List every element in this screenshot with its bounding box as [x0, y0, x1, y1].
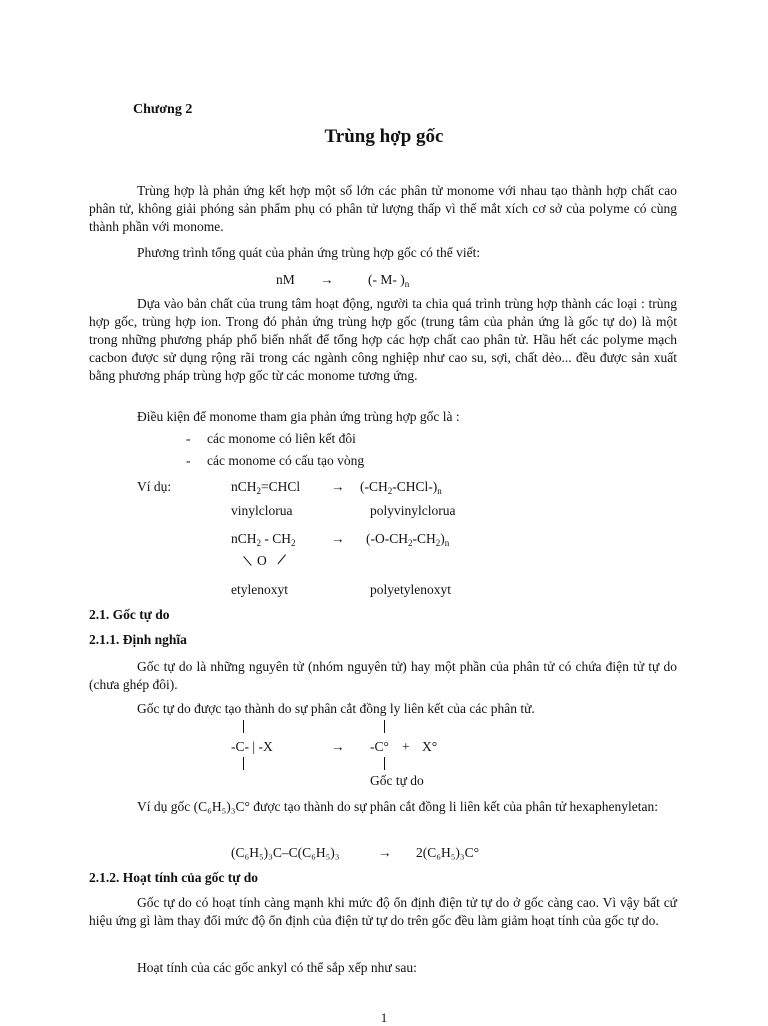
equation-right: (- M- )$_n$: [368, 272, 410, 289]
condition-item-2: các monome có cấu tạo vòng: [207, 453, 365, 468]
bond-line-top-right: [384, 720, 385, 733]
classification-paragraph: Dựa vào bản chất của trung tâm hoạt động, người ta chia quá trình trùng hợp thành các loại : trùng hợp gốc, trùng hợp ion. Trong đó phản ứng trùng hợp gốc (trung tâm của phản ứng là gốc tự do) là một trong những phương pháp phổ biến nhất để tổng hợp các hợp chất cao phân tử. Hầu hết các polyme mạch cacbon được sử dụng rộng rãi trong các ngành công nghiệp như cao su, sợi, chất dẻo... đều được sản xuất bằng phương pháp trùng hợp gốc từ các monome tương ứng.: [89, 296, 677, 383]
example1-product-name: polyvinylclorua: [370, 503, 456, 518]
homolysis-radical-x: X°: [422, 739, 438, 754]
example2-product-name: polyetylenoxyt: [370, 582, 451, 597]
homolysis-radical-c: -C°: [370, 739, 389, 754]
example2-arrow: →: [331, 531, 345, 546]
condition-bullet-2: -: [186, 453, 191, 468]
homolysis-left: -C- | -X: [231, 739, 273, 754]
section-heading-2-1-1: 2.1.1. Định nghĩa: [89, 632, 187, 647]
section-heading-2-1-2: 2.1.2. Hoạt tính của gốc tự do: [89, 870, 258, 885]
bond-line-bottom-left: [243, 757, 244, 770]
bond-line-top-left: [243, 720, 244, 733]
section-heading-2-1: 2.1. Gốc tự do: [89, 607, 170, 622]
example1-reactant-name: vinylclorua: [231, 503, 293, 518]
homolysis-arrow: →: [331, 739, 345, 754]
activity-paragraph: Gốc tự do có hoạt tính càng mạnh khi mức độ ổn định điện tử tự do ở gốc càng cao. Vì vậy bất cứ hiệu ứng gì làm thay đổi mức độ ổn định của điện tử tự do trên gốc đều làm giảm hoạt tính của gốc tự do.: [89, 895, 677, 928]
page-title: Trùng hợp gốc: [324, 126, 444, 147]
homolysis-label: Gốc tự do: [370, 773, 424, 788]
condition-bullet-1: -: [186, 431, 191, 446]
homolysis-plus: +: [402, 739, 410, 754]
example1-reactant: nCH$_2$=CHCl: [231, 479, 301, 496]
example1-product: $(-CH_2-CHCl-)_n$: [360, 479, 442, 496]
example2-oxygen: O: [257, 553, 267, 568]
example2-reactant: $nCH_2 - CH_2$: [231, 531, 296, 548]
condition-item-1: các monome có liên kết đôi: [207, 431, 356, 446]
definition-paragraph: Gốc tự do là những nguyên tử (nhóm nguyên tử) hay một phần của phân tử có chứa điện tử tự do (chưa ghép đôi).: [89, 659, 677, 692]
formation-sentence: Gốc tự do được tạo thành do sự phân cắt đồng ly liên kết của các phân tử.: [137, 701, 535, 716]
alkyl-sentence: Hoạt tính của các gốc ankyl có thể sắp xếp như sau:: [137, 960, 417, 975]
example2-reactant-name: etylenoxyt: [231, 582, 288, 597]
intro-paragraph: Trùng hợp là phản ứng kết hợp một số lớn các phân tử monome với nhau tạo thành hợp chất cao phân tử, không giải phóng sản phẩm phụ có phân tử lượng thấp vì thế mắt xích cơ sở của polyme có cùng thành phần với monome.: [89, 183, 677, 234]
hexaphenyl-left: (C₆H₅)₃C–C(C₆H₅)₃: [231, 845, 340, 860]
ring-bond-right: [278, 554, 286, 564]
conditions-intro: Điều kiện để monome tham gia phản ứng trùng hợp gốc là :: [137, 409, 460, 424]
ring-bond-left: [243, 556, 251, 566]
example-label: Ví dụ:: [137, 479, 172, 494]
equation-left: nM: [276, 272, 295, 287]
hexaphenyl-right: 2(C₆H₅)₃C°: [416, 845, 480, 860]
page-number: 1: [380, 1010, 388, 1025]
hexaphenyl-arrow: →: [378, 845, 392, 860]
example2-product: $(-O-CH_2-CH_2)_n$: [366, 531, 450, 548]
equation-arrow: →: [320, 272, 334, 287]
chapter-label: Chương 2: [133, 102, 193, 117]
bond-line-bottom-right: [384, 757, 385, 770]
example1-arrow: →: [331, 479, 345, 494]
example-radical-paragraph: Ví dụ gốc (C₆H₅)₃C° được tạo thành do sự phân cắt đồng li liên kết của phân tử hexaphenyletan:: [137, 799, 658, 814]
general-equation-intro: Phương trình tổng quát của phản ứng trùng hợp gốc có thể viết:: [137, 245, 481, 260]
